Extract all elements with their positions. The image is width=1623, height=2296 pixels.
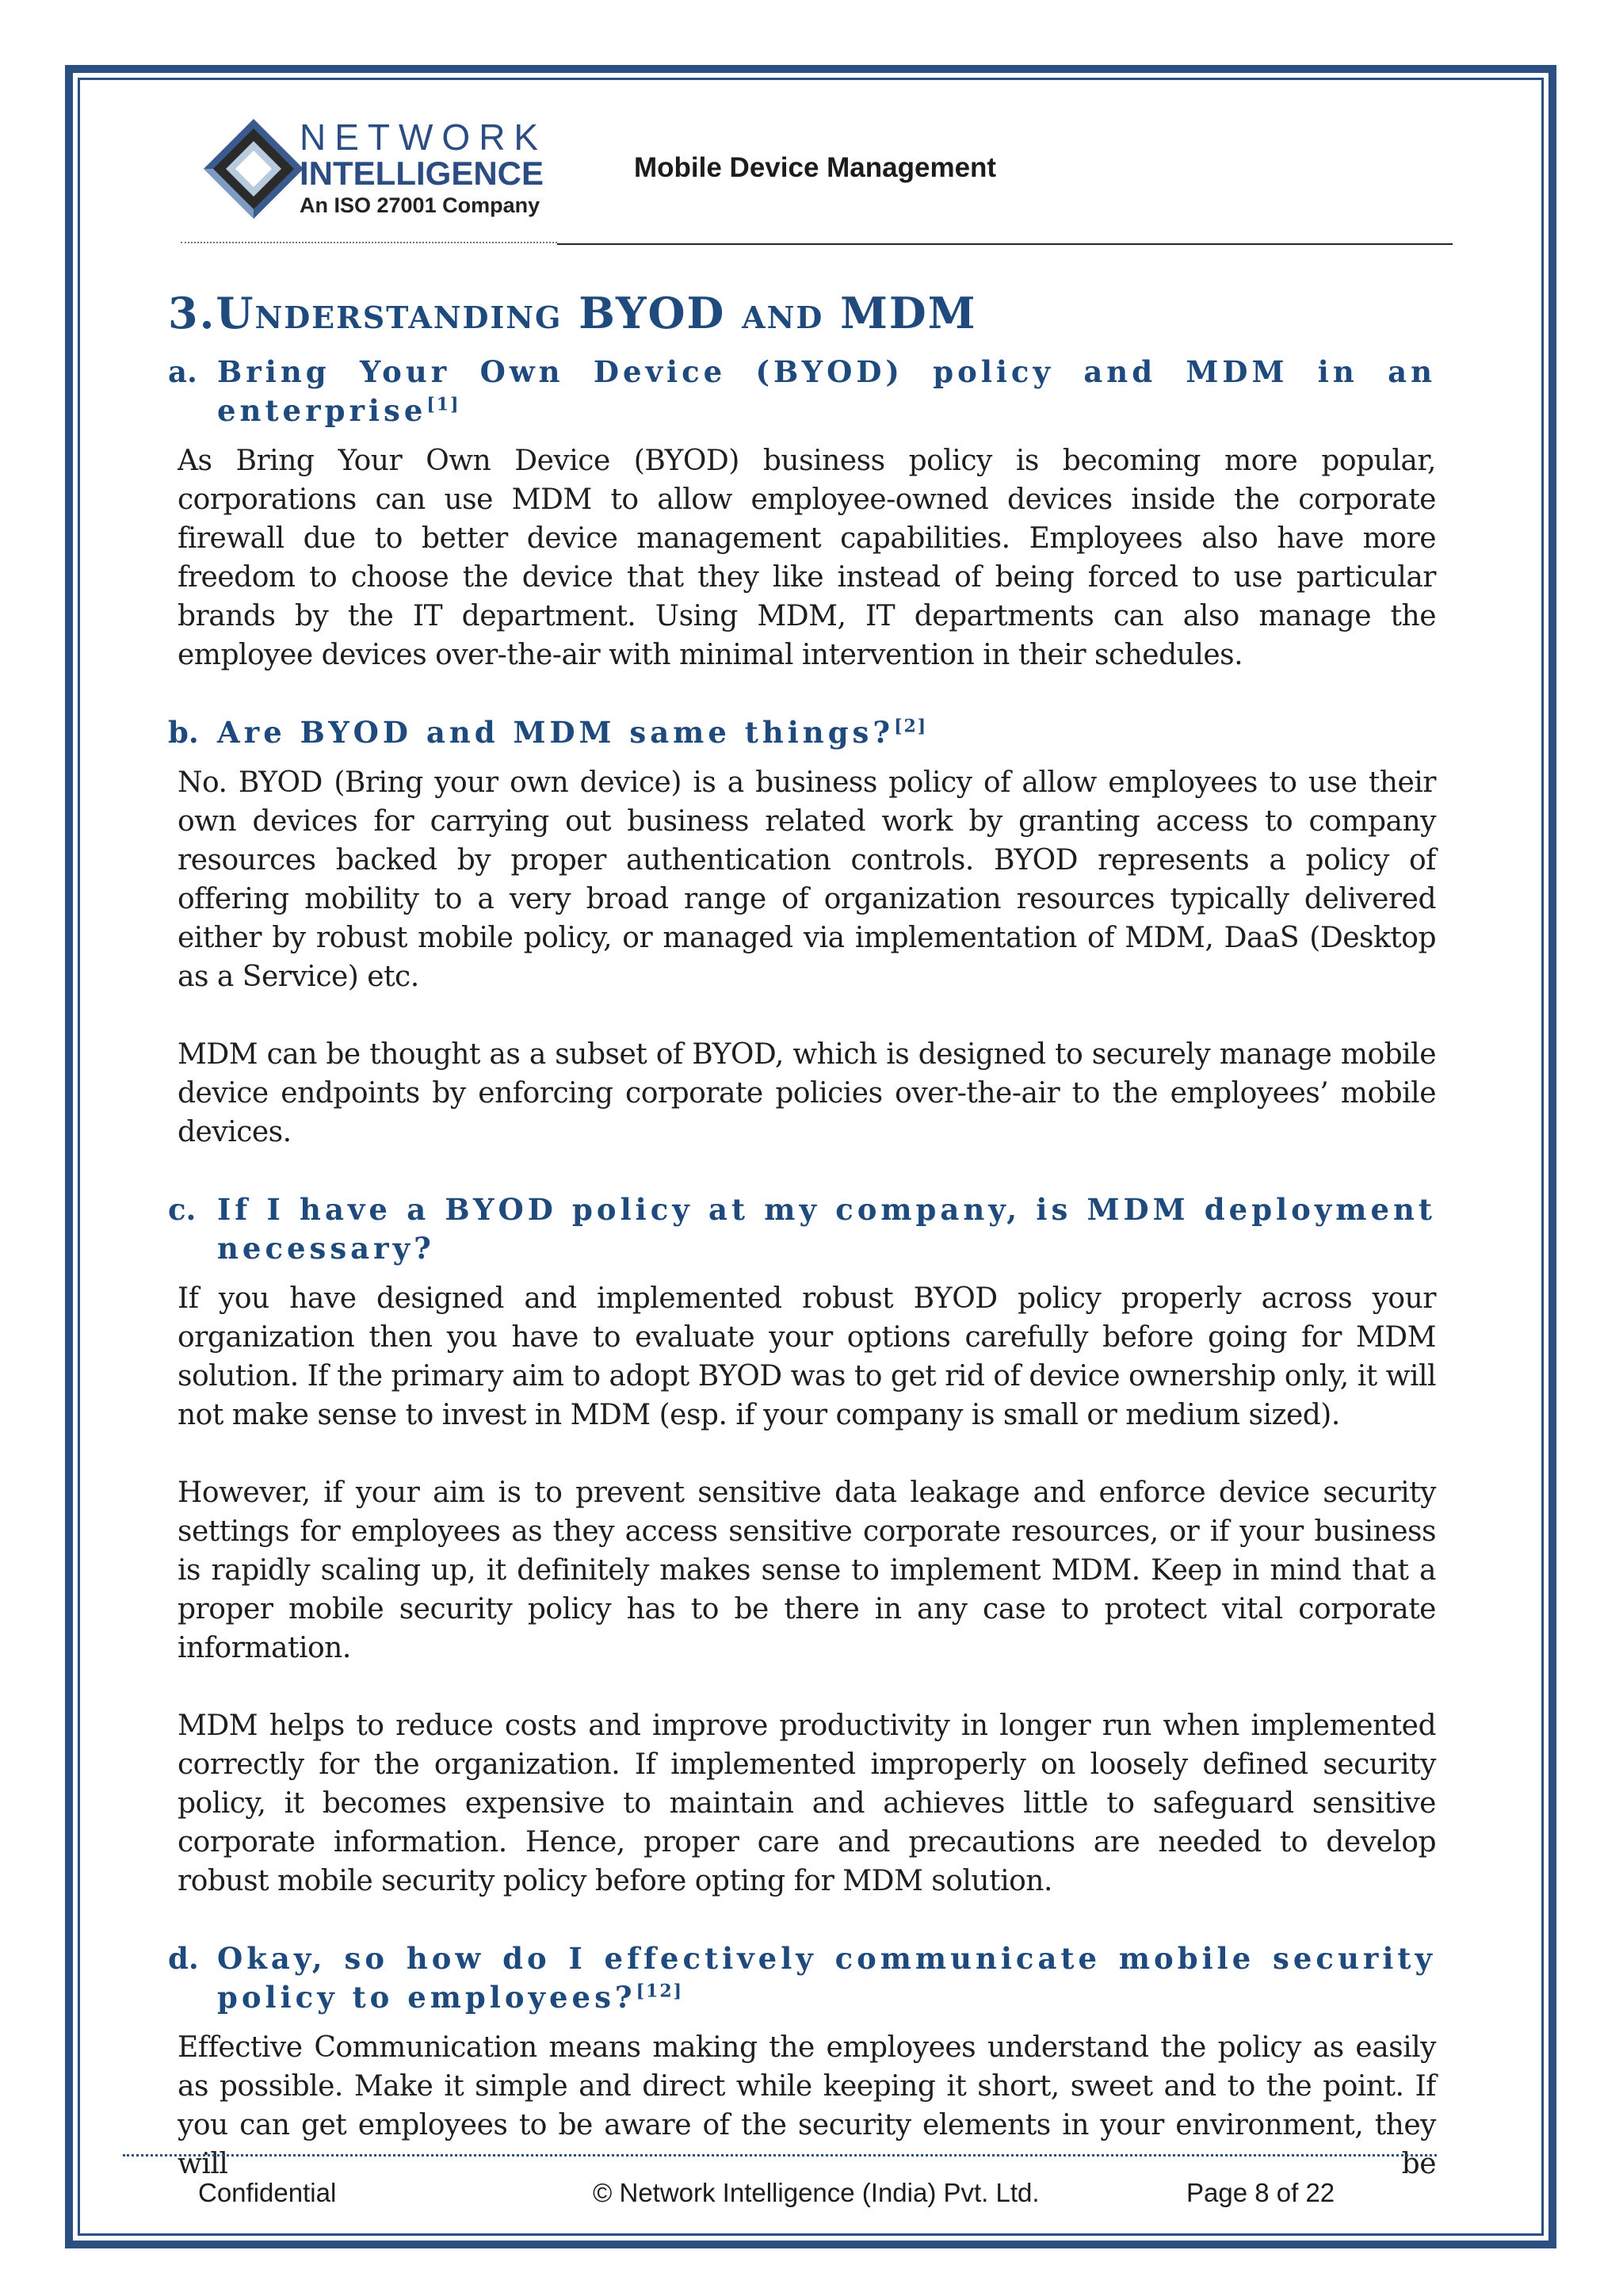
subsection-title: Bring Your Own Device (BYOD) policy and MDM in an enterprise xyxy=(217,354,1436,428)
section-heading xyxy=(168,281,1436,345)
footer-confidential: Confidential xyxy=(198,2178,337,2207)
citation-ref: [12] xyxy=(636,1981,684,2002)
paragraph: If you have designed and implemented robust BYOD policy properly across your organization then you have to evaluate your options carefully before going for MDM solution. If the primary aim to adopt BYOD was to get rid of device ownership only, it will not make sense to invest in MDM (esp. if your company is small or medium sized). xyxy=(178,1282,1436,1431)
subsection-title: Okay, so how do I effectively communicate mobile security policy to employees? xyxy=(217,1941,1436,2015)
paragraph: MDM helps to reduce costs and improve productivity in longer run when implemented correctly for the organization. If implemented improperly on loosely defined security policy, it becomes expensive to maintain and achieves little to safeguard sensitive corporate information. Hence, proper care and precautions are needed to develop robust mobile security policy before opting for MDM solution. xyxy=(178,1710,1436,1897)
subsection-title: If I have a BYOD policy at my company, is MDM deployment necessary? xyxy=(217,1192,1436,1266)
page-content xyxy=(168,281,1436,2183)
citation-ref: [2] xyxy=(894,716,928,737)
section-number: 3. xyxy=(168,288,216,338)
paragraph: Effective Communication means making the employees understand the policy as easily as possible. Make it simple and direct while keeping it short, sweet and to the point. If you can get employees to be aware of the security elements in your environment, they will be xyxy=(178,2031,1436,2180)
logo-text xyxy=(300,119,547,216)
paragraph: No. BYOD (Bring your own device) is a business policy of allow employees to use their own devices for carrying out business related work by granting access to company resources backed by proper authentication controls. BYOD represents a policy of offering mobility to a very broad range of organization resources typically delivered either by robust mobile policy, or managed via implementation of MDM, DaaS (Desktop as a Service) etc. xyxy=(178,766,1436,993)
document-title: Mobile Device Management xyxy=(634,152,997,183)
subsection-label: a. xyxy=(168,354,197,389)
header-divider-dotted xyxy=(181,242,557,243)
footer-page-number: Page 8 of 22 xyxy=(1186,2178,1335,2207)
subsection-heading-d xyxy=(168,1939,1436,2017)
subsection-label: b. xyxy=(168,715,199,750)
subsection-label: c. xyxy=(168,1192,197,1227)
subsection-heading-a xyxy=(168,353,1436,430)
section-title: Understanding BYOD and MDM xyxy=(216,288,977,338)
subsection-title: Are BYOD and MDM same things? xyxy=(217,715,895,750)
citation-ref: [1] xyxy=(426,394,460,415)
logo-line-iso: An ISO 27001 Company xyxy=(300,193,540,217)
footer-copyright: © Network Intelligence (India) Pvt. Ltd. xyxy=(593,2178,1040,2207)
subsection-heading-c xyxy=(168,1190,1436,1268)
logo-line-intelligence: INTELLIGENCE xyxy=(300,155,544,192)
header-divider-solid xyxy=(557,243,1453,245)
paragraph: As Bring Your Own Device (BYOD) business policy is becoming more popular, corporations can use MDM to allow employee-owned devices inside the corporate firewall due to better device management capabilities. Employees also have more freedom to choose the device that they like instead of being forced to use particular brands by the IT department. Using MDM, IT departments can also manage the employee devices over-the-air with minimal intervention in their schedules. xyxy=(178,445,1436,671)
logo-line-network: NETWORK xyxy=(300,117,548,158)
subsection-label: d. xyxy=(168,1941,199,1976)
paragraph: However, if your aim is to prevent sensitive data leakage and enforce device security settings for employees as they access sensitive corporate resources, or if your business is rapidly scaling up, it definitely makes sense to implement MDM. Keep in mind that a proper mobile security policy has to be there in any case to protect vital corporate information. xyxy=(178,1477,1436,1664)
paragraph: MDM can be thought as a subset of BYOD, which is designed to securely manage mobile device endpoints by enforcing corporate policies over-the-air to the employees’ mobile devices. xyxy=(178,1038,1436,1148)
footer-divider xyxy=(123,2154,1437,2157)
subsection-heading-b xyxy=(168,713,1436,752)
